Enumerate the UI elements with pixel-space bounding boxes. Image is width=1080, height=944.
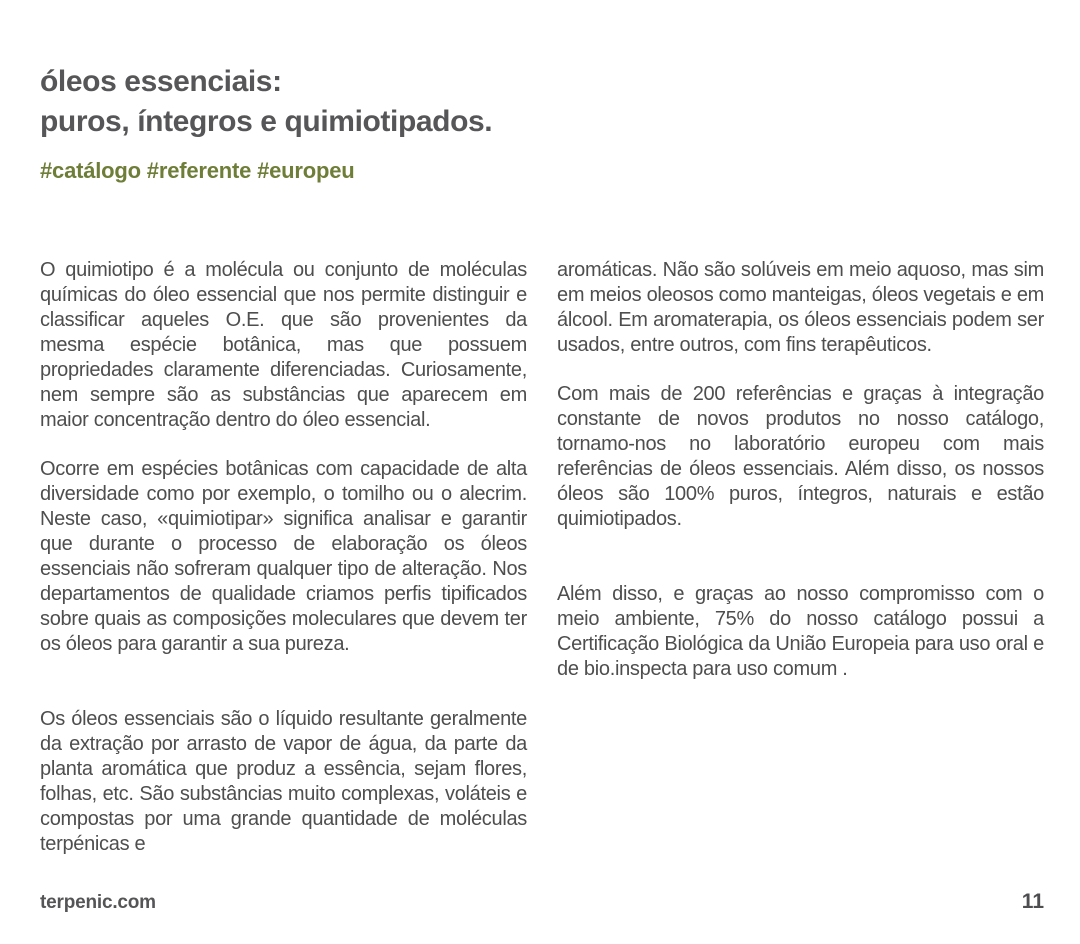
right-column: [557, 258, 1044, 857]
paragraph: Ocorre em espécies botânicas com capacidade de alta diversidade como por exemplo, o tomilho ou o alecrim. Neste caso, «quimiotipar» significa analisar e garantir que durante o processo de elaboração os óleos essenciais não sofreram qualquer tipo de alteração. Nos departamentos de qualidade criamos perfis tipificados sobre quais as composições moleculares que devem ter os óleos para garantir a sua pureza.: [40, 458, 527, 655]
hashtags: #catálogo #referente #europeu: [40, 158, 355, 183]
left-column: [40, 258, 527, 857]
paragraph: Com mais de 200 referências e graças à integração constante de novos produtos no nosso catálogo, tornamo-nos no laboratório europeu com mais referências de óleos essenciais. Além disso, os nossos óleos são 100% puros, íntegros, naturais e estão quimiotipados.: [557, 383, 1044, 530]
paragraph: O quimiotipo é a molécula ou conjunto de moléculas químicas do óleo essencial que nos permite distinguir e classificar aqueles O.E. que são provenientes da mesma espécie botânica, mas que possuem propriedades claramente diferenciadas. Curiosamente, nem sempre são as substâncias que aparecem em maior concentração dentro do óleo essencial.: [40, 259, 527, 431]
body-columns: [40, 258, 1044, 857]
paragraph: Os óleos essenciais são o líquido resultante geralmente da extração por arrasto de vapor de água, da parte da planta aromática que produz a essência, sejam flores, folhas, etc. São substâncias muito complexas, voláteis e compostas por uma grande quantidade de moléculas terpénicas e: [40, 708, 527, 855]
page-header: [40, 62, 1044, 184]
paragraph: Além disso, e graças ao nosso compromisso com o meio ambiente, 75% do nosso catálogo possui a Certificação Biológica da União Europeia para uso oral e de bio.inspecta para uso comum .: [557, 583, 1044, 680]
page-title-line1: óleos essenciais:: [40, 65, 282, 98]
page-title: [40, 62, 1044, 142]
site-name: terpenic.com: [40, 892, 156, 913]
page-number: 11: [1021, 890, 1044, 913]
page-title-line2: puros, íntegros e quimiotipados.: [40, 105, 493, 138]
page-footer: [40, 890, 1044, 914]
paragraph: aromáticas. Não são solúveis em meio aquoso, mas sim em meios oleosos como manteigas, óleos vegetais e em álcool. Em aromaterapia, os óleos essenciais podem ser usados, entre outros, com fins terapêuticos.: [557, 259, 1044, 356]
